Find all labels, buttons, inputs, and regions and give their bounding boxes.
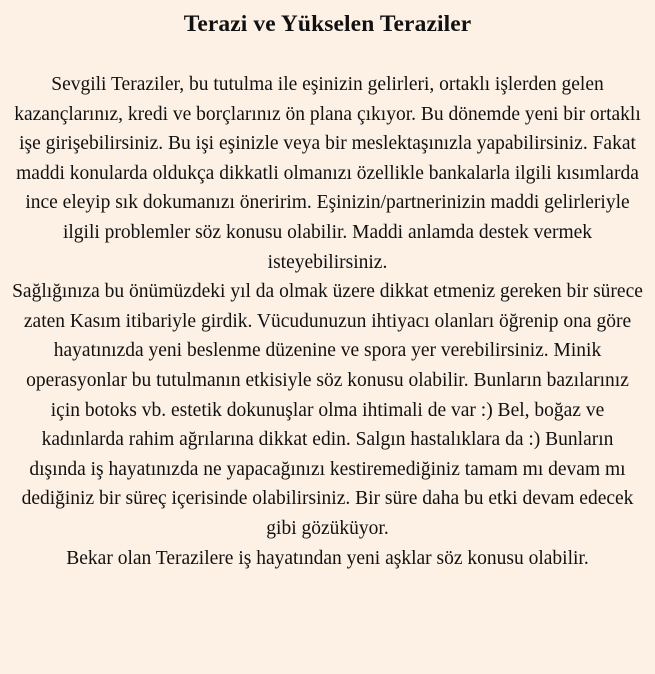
paragraph-finance: Sevgili Teraziler, bu tutulma ile eşinizin gelirleri, ortaklı işlerden gelen kazançlarınız, kredi ve borçlarınız ön plana çıkıyor. Bu dönemde yeni bir ortaklı işe girişebilirsiniz. Bu işi eşinizle veya bir meslektaşınızla yapabilirsiniz. Fakat maddi konularda oldukça dikkatli olmanızı özellikle bankalarla ilgili kısımlarda ince eleyip sık dokumanızı öneririm. Eşinizin/partnerinizin maddi gelirleriyle ilgili problemler söz konusu olabilir. Maddi anlamda destek vermek isteyebilirsiniz. bbox=[14, 74, 641, 273]
paragraph-love: Bekar olan Terazilere iş hayatından yeni aşklar söz konusu olabilir. bbox=[66, 547, 589, 569]
paragraph-health: Sağlığınıza bu önümüzdeki yıl da olmak üzere dikkat etmeniz gereken bir sürece zaten Kasım itibariyle girdik. Vücudunuzun ihtiyacı olanları öğrenip ona göre hayatınızda yeni beslenme düzenine ve spora yer verebilirsiniz. Minik operasyonlar bu tutulmanın etkisiyle söz konusu olabilir. Bunların bazılarınız için botoks vb. estetik dokunuşlar olma ihtimali de var :) Bel, boğaz ve kadınlarda rahim ağrılarına dikkat edin. Salgın hastalıklara da :) Bunların dışında iş hayatınızda ne yapacağınızı kestiremediğiniz tamam mı devam mı dediğiniz bir süreç içerisinde olabilirsiniz. Bir süre daha bu etki devam edecek gibi gözüküyor. bbox=[12, 281, 643, 539]
page-title: Terazi ve Yükselen Teraziler bbox=[183, 11, 472, 37]
article-body bbox=[12, 70, 643, 573]
